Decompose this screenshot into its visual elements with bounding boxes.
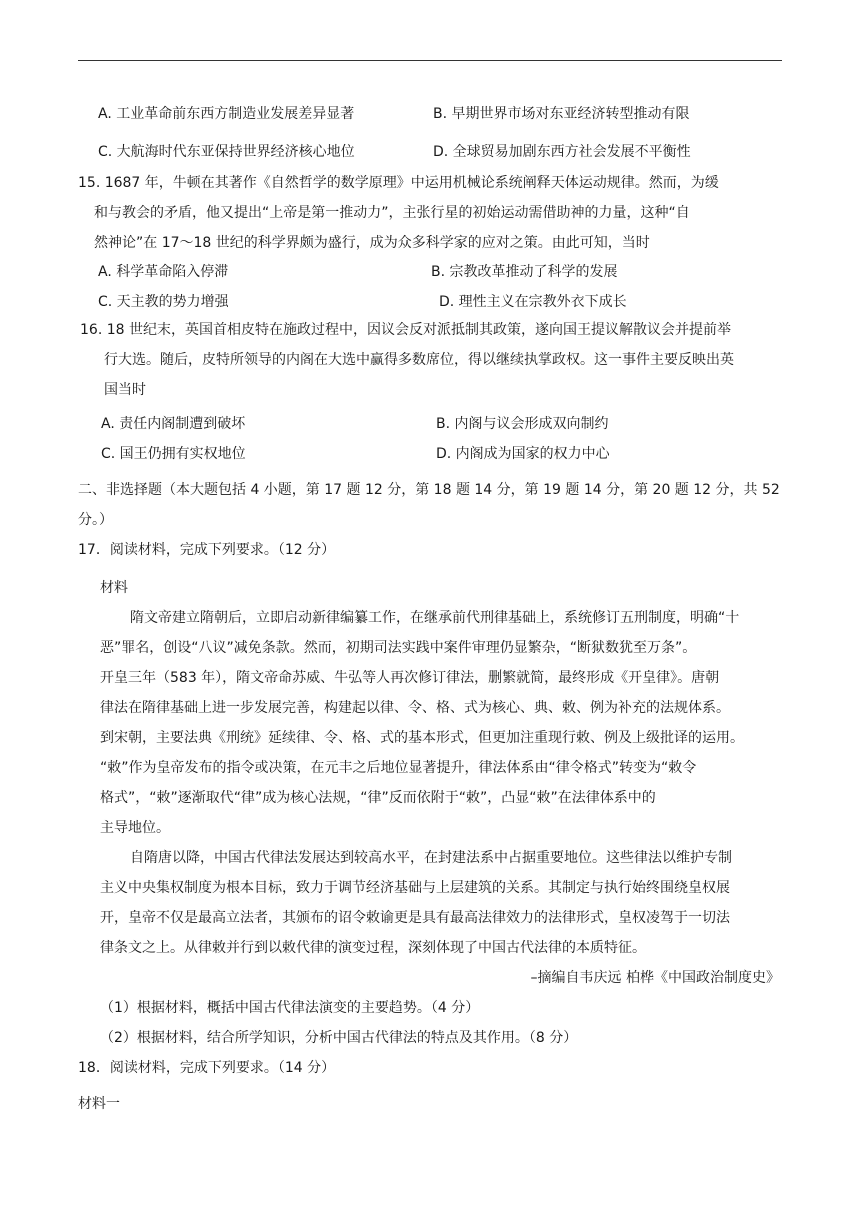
- q16-option-d: D. 内阁成为国家的权力中心: [436, 446, 610, 462]
- q18-title: 18．阅读材料，完成下列要求。（14 分）: [78, 1060, 336, 1076]
- q14-option-d: D. 全球贸易加剧东西方社会发展不平衡性: [433, 144, 691, 160]
- q17-subquestion-2: （2）根据材料，结合所学知识，分析中国古代律法的特点及其作用。（8 分）: [100, 1030, 578, 1046]
- q18-material-label: 材料一: [78, 1096, 120, 1112]
- q17-source: –摘编自韦庆远 柏桦《中国政治制度史》: [530, 970, 780, 986]
- q14-option-a: A. 工业革命前东西方制造业发展差异显著: [98, 106, 355, 122]
- q17-material-p2-line-4: 律条文之上。从律敕并行到以敕代律的演变过程，深刻体现了中国古代法律的本质特征。: [100, 940, 646, 956]
- q17-material-p2-line-3: 开，皇帝不仅是最高立法者，其颁布的诏令敕谕更是具有最高法律效力的法律形式，皇权凌驾于一切法: [100, 910, 730, 926]
- q17-material-p2-line-1: 自隋唐以降，中国古代律法发展达到较高水平，在封建法系中占据重要地位。这些律法以维护专制: [130, 850, 732, 866]
- q16-stem-line-1: 16. 18 世纪末，英国首相皮特在施政过程中，因议会反对派抵制其政策，遂向国王提议解散议会并提前举: [80, 322, 731, 338]
- q17-material-p1-line-3: 开皇三年（583 年），隋文帝命苏威、牛弘等人再次修订律法，删繁就简，最终形成《开皇律》。唐朝: [100, 670, 720, 686]
- q17-material-p1-line-6: “敕”作为皇帝发布的指令或决策，在元丰之后地位显著提升，律法体系由“律令格式”转变为“敕令: [100, 760, 697, 776]
- q16-stem-line-2: 行大选。随后，皮特所领导的内阁在大选中赢得多数席位，得以继续执掌政权。这一事件主要反映出英: [104, 352, 734, 368]
- q17-material-p1-line-1: 隋文帝建立隋朝后，立即启动新律编纂工作，在继承前代刑律基础上，系统修订五刑制度，明确“十: [130, 610, 740, 626]
- q17-title: 17．阅读材料，完成下列要求。（12 分）: [78, 542, 336, 558]
- q17-subquestion-1: （1）根据材料，概括中国古代律法演变的主要趋势。（4 分）: [100, 1000, 480, 1016]
- q15-stem-line-1: 15. 1687 年，牛顿在其著作《自然哲学的数学原理》中运用机械论系统阐释天体运动规律。然而，为缓: [78, 175, 719, 191]
- q15-option-d: D. 理性主义在宗教外衣下成长: [439, 294, 627, 310]
- q17-material-p1-line-7: 格式”，“敕”逐渐取代“律”成为核心法规，“律”反而依附于“敕”，凸显“敕”在法律体系中的: [100, 790, 656, 806]
- q16-stem-line-3: 国当时: [104, 382, 146, 398]
- q16-option-a: A. 责任内阁制遭到破坏: [101, 416, 246, 432]
- q15-stem-line-3: 然神论”在 17～18 世纪的科学界颇为盛行，成为众多科学家的应对之策。由此可知，当时: [94, 235, 650, 251]
- q17-material-p1-line-5: 到宋朝，主要法典《刑统》延续律、令、格、式的基本形式，但更加注重现行敕、例及上级批译的运用。: [100, 730, 744, 746]
- q17-material-p2-line-2: 主义中央集权制度为根本目标，致力于调节经济基础与上层建筑的关系。其制定与执行始终围绕皇权展: [100, 880, 730, 896]
- q15-option-b: B. 宗教改革推动了科学的发展: [431, 264, 618, 280]
- section-2-heading-line-1: 二、非选择题（本大题包括 4 小题，第 17 题 12 分，第 18 题 14 分，第 19 题 14 分，第 20 题 12 分，共 52: [78, 482, 780, 498]
- q16-option-b: B. 内阁与议会形成双向制约: [436, 416, 609, 432]
- q14-option-b: B. 早期世界市场对东亚经济转型推动有限: [433, 106, 690, 122]
- section-2-heading-line-2: 分。）: [78, 512, 113, 528]
- q16-option-c: C. 国王仍拥有实权地位: [101, 446, 246, 462]
- q14-option-c: C. 大航海时代东亚保持世界经济核心地位: [98, 144, 355, 160]
- q15-option-a: A. 科学革命陷入停滞: [98, 264, 229, 280]
- q15-stem-line-2: 和与教会的矛盾，他又提出“上帝是第一推动力”，主张行星的初始运动需借助神的力量，这种“自: [94, 205, 690, 221]
- q15-option-c: C. 天主教的势力增强: [98, 294, 229, 310]
- q17-material-p1-line-4: 律法在隋律基础上进一步发展完善，构建起以律、令、格、式为核心、典、敕、例为补充的法规体系。: [100, 700, 730, 716]
- q17-material-p1-line-2: 恶”罪名，创设“八议”减免条款。然而，初期司法实践中案件审理仍显繁杂，“断狱数犹至万条”。: [100, 640, 697, 656]
- q17-material-label: 材料: [100, 580, 128, 596]
- header-rule: [78, 60, 782, 61]
- q17-material-p1-line-8: 主导地位。: [100, 820, 170, 836]
